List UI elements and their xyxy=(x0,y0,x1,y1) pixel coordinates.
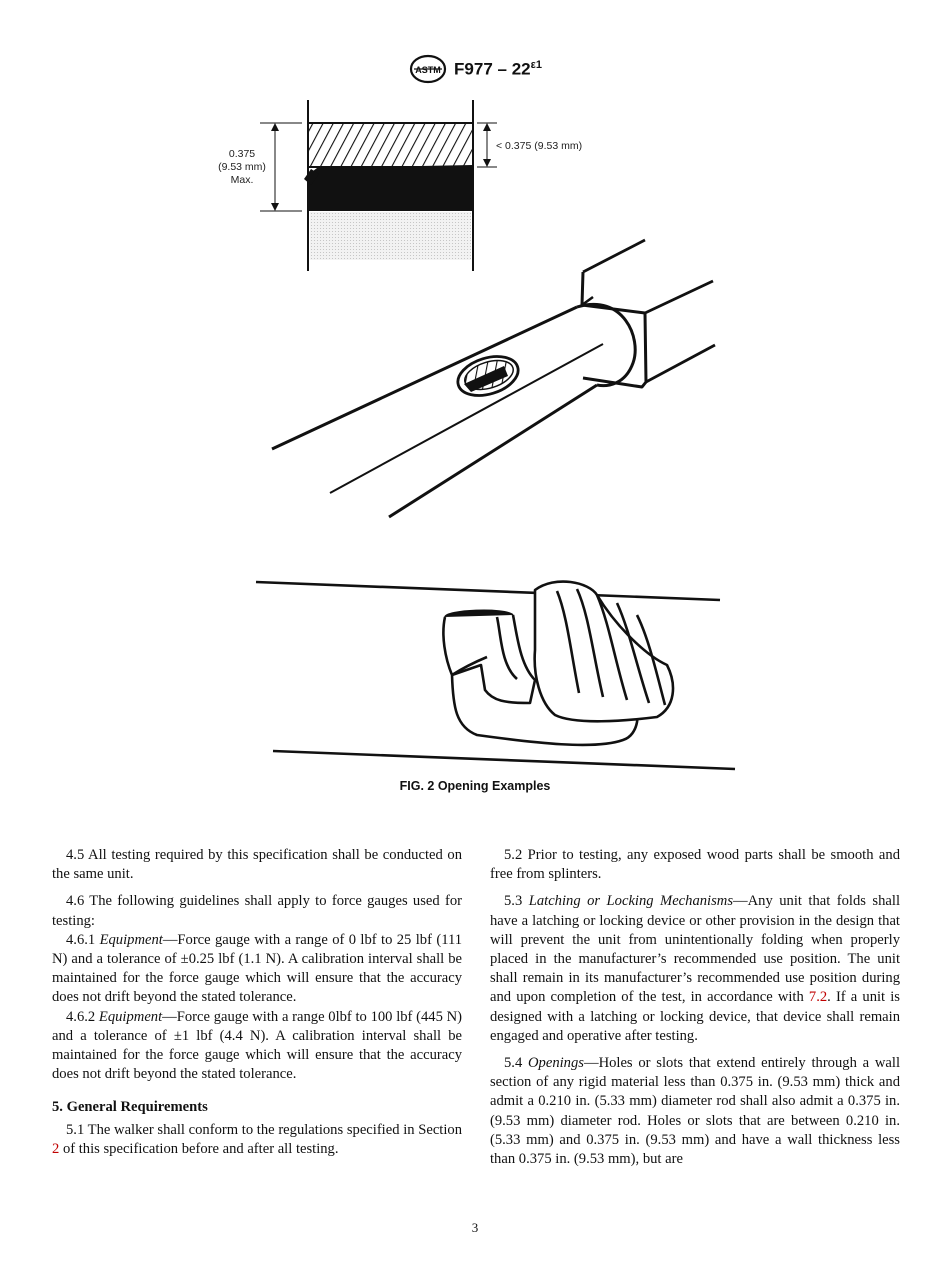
wall-section-detail xyxy=(218,100,582,271)
left-column xyxy=(52,846,462,1159)
paragraph-5-4 xyxy=(490,1054,900,1169)
term: Equipment xyxy=(98,1008,163,1025)
section-5-heading: 5. General Requirements xyxy=(52,1099,208,1116)
standard-number: F977 – 22 xyxy=(454,59,531,79)
term: Equipment xyxy=(99,931,163,948)
paragraph-number: 5.4 xyxy=(504,1055,529,1072)
thickness-max-mm-label: (9.53 mm) xyxy=(218,161,266,173)
term: Latching or Locking Mechanisms xyxy=(528,893,734,910)
figure-caption: FIG. 2 Opening Examples xyxy=(399,779,551,793)
paragraph-text: —Holes or slots that extend entirely through a wall section of any rigid material less than 0.375 in. (9.53 mm) thick and admit a 0.210 in. (5.33 mm) diameter rod shall also admit a 0.375 in. (9.53 mm) diameter rod. Holes or slots that are between 0.210 in. (5.33 mm) and 0.375 in. (9.53 mm) and have a wall thickness less than 0.375 in. (9.53 mm), but are xyxy=(490,1055,901,1168)
paragraph-number: 4.6.1 xyxy=(66,931,100,948)
logo-text: ASTM xyxy=(415,65,441,75)
paragraph-4-6-2 xyxy=(52,1008,462,1085)
opening-examples-drawing xyxy=(205,95,745,775)
paragraph-5-2: 5.2 Prior to testing, any exposed wood parts shall be smooth and free from splinters. xyxy=(490,847,900,883)
paragraph-5-3 xyxy=(490,892,900,1046)
tube-with-hole-drawing xyxy=(272,240,715,517)
paragraph-4-5: 4.5 All testing required by this specification shall be conducted on the same unit. xyxy=(52,847,462,883)
paragraph-text: —Force gauge with a range of 0 lbf to 25 lbf (111 N) and a tolerance of ±0.25 lbf (1.1 N). A calibration interval shall be maintained for the force gauge which will ensure that the accuracy does not drift beyond the stated tolerance. xyxy=(52,931,462,1006)
paragraph-4-6: 4.6 The following guidelines shall apply to force gauges used for testing: xyxy=(52,893,462,929)
paragraph-number: 5.3 xyxy=(504,893,529,910)
epsilon-mark: ε1 xyxy=(530,58,542,71)
thickness-max-note: Max. xyxy=(230,174,254,186)
paragraph-text: —Any unit that folds shall have a latching or locking device or other provision in the design that will prevent the unit from unintentionally folding when properly placed in the manufacturer’s recommended use position. The unit shall remain in its manufacturer’s recommended use position during and upon completion of the test, in accordance with xyxy=(490,893,900,1006)
standard-designation xyxy=(454,59,542,80)
hinge-opening-drawing xyxy=(256,582,735,769)
right-column xyxy=(490,846,900,1169)
paragraph-text: . If a unit is designed with a latching or locking device, that device shall remain engaged and operative after testing. xyxy=(490,989,900,1044)
term: Openings xyxy=(528,1055,584,1072)
paragraph-number: 4.6.2 xyxy=(66,1008,99,1025)
paragraph-text: —Force gauge with a range 0lbf to 100 lbf (445 N) and a tolerance of ±1 lbf (4.4 N). A calibration interval shall be maintained for the force gauge which will ensure that the accuracy does not drift beyond the stated tolerance. xyxy=(52,1008,463,1083)
section-7-2-link[interactable]: 7.2 xyxy=(808,989,828,1006)
thickness-less-label: < 0.375 (9.53 mm) xyxy=(496,140,583,152)
paragraph-4-6-1 xyxy=(52,931,462,1008)
page-header xyxy=(0,52,950,86)
paragraph-text: of this specification before and after all testing. xyxy=(59,1140,339,1157)
figure-2 xyxy=(205,95,745,775)
section-2-link[interactable]: 2 xyxy=(52,1140,60,1157)
paragraph-text: 5.1 The walker shall conform to the regulations specified in Section xyxy=(66,1121,462,1138)
page-number: 3 xyxy=(471,1220,479,1235)
thickness-max-label: 0.375 xyxy=(228,148,256,160)
astm-logo-icon xyxy=(408,54,448,84)
paragraph-5-1 xyxy=(52,1121,462,1159)
